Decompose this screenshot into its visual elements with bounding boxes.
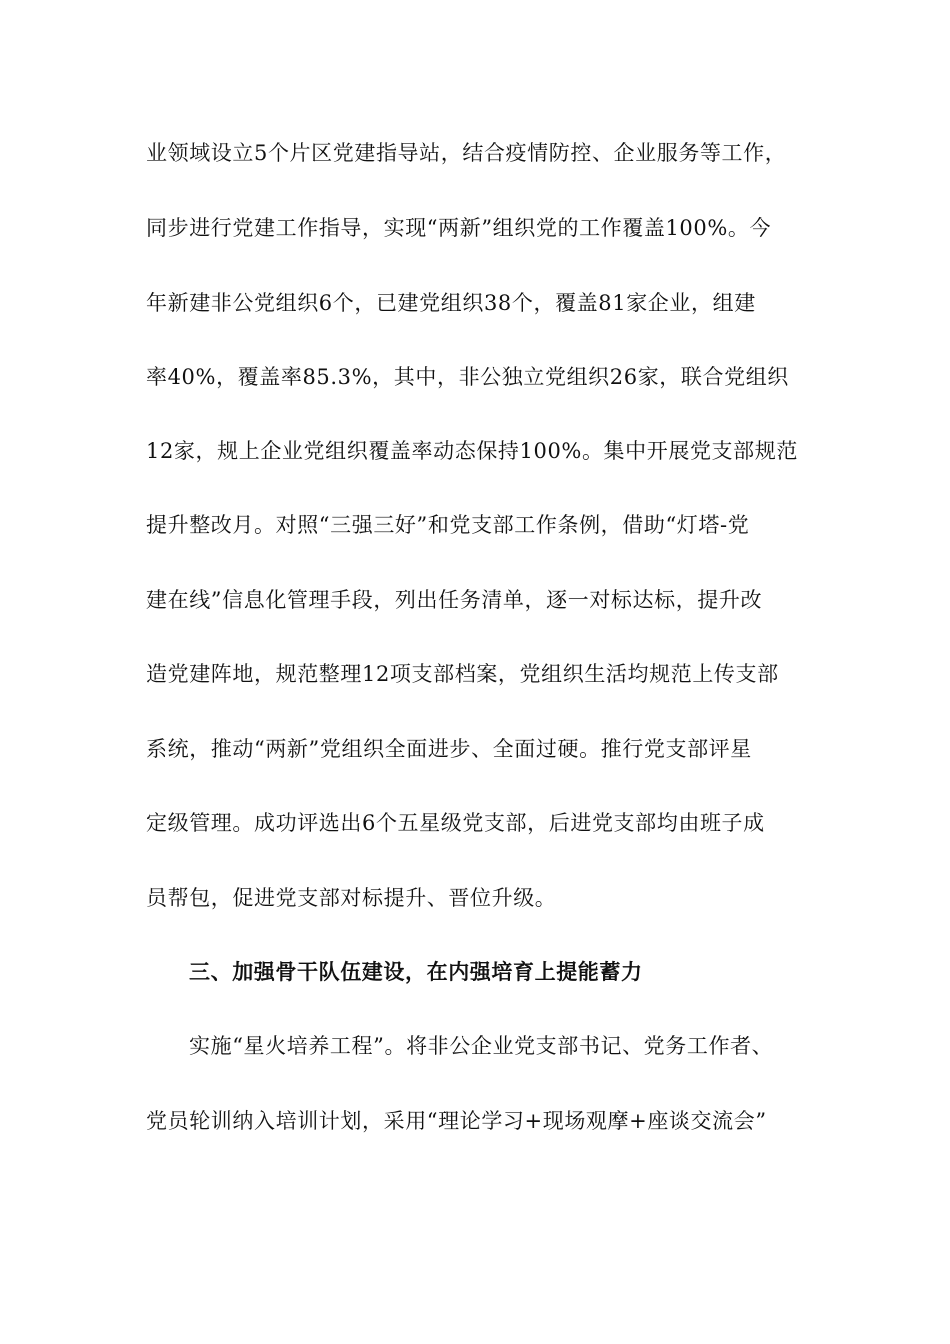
body-text-line: 年新建非公党组织6个，已建党组织38个，覆盖81家企业，组建 bbox=[146, 291, 756, 315]
section-heading: 三、加强骨干队伍建设，在内强培育上提能蓄力 bbox=[189, 960, 643, 984]
body-text-line: 提升整改月。对照“三强三好”和党支部工作条例，借助“灯塔-党 bbox=[146, 513, 750, 537]
body-text-line: 实施“星火培养工程”。将非公企业党支部书记、党务工作者、 bbox=[189, 1034, 774, 1058]
body-text-line: 建在线”信息化管理手段，列出任务清单，逐一对标达标，提升改 bbox=[146, 588, 763, 612]
body-text-line: 定级管理。成功评选出6个五星级党支部，后进党支部均由班子成 bbox=[146, 811, 765, 835]
body-text-line: 同步进行党建工作指导，实现“两新”组织党的工作覆盖100%。今 bbox=[146, 216, 772, 240]
body-text-line: 率40%，覆盖率85.3%，其中，非公独立党组织26家，联合党组织 bbox=[146, 365, 789, 389]
body-text-line: 造党建阵地，规范整理12项支部档案，党组织生活均规范上传支部 bbox=[146, 662, 779, 686]
body-text-line: 党员轮训纳入培训计划，采用“理论学习+现场观摩+座谈交流会” bbox=[146, 1109, 767, 1133]
body-text-line: 员帮包，促进党支部对标提升、晋位升级。 bbox=[146, 886, 557, 910]
body-text-line: 系统，推动“两新”党组织全面进步、全面过硬。推行党支部评星 bbox=[146, 737, 752, 761]
body-text-line: 业领域设立5个片区党建指导站，结合疫情防控、企业服务等工作， bbox=[146, 141, 787, 165]
body-text-line: 12家，规上企业党组织覆盖率动态保持100%。集中开展党支部规范 bbox=[146, 439, 798, 463]
